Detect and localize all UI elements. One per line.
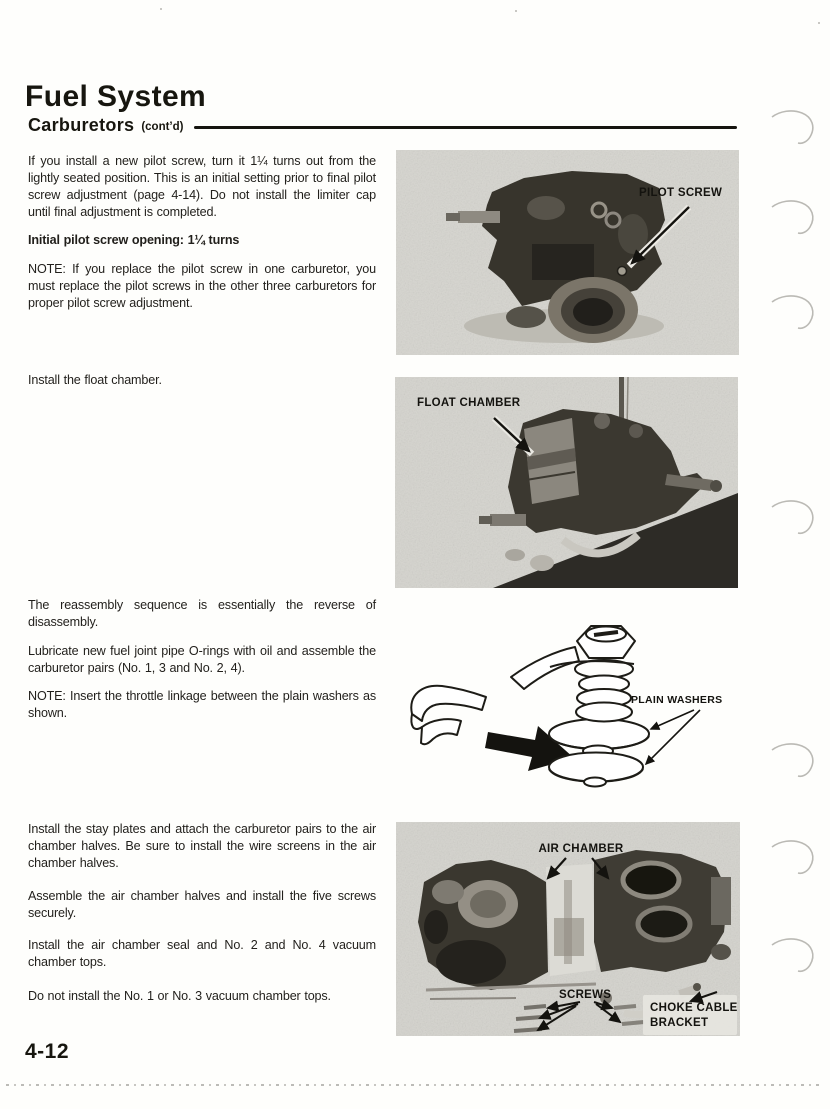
scan-speck	[818, 22, 820, 24]
choke-cable-bracket-label-line1: CHOKE CABLE	[650, 1002, 738, 1014]
paragraph-lubricate-orings: Lubricate new fuel joint pipe O-rings with oil and assemble the carburetor pairs (No. 1, 3 and No. 2, 4).	[28, 644, 376, 675]
note-throttle-linkage: NOTE: Insert the throttle linkage between the plain washers as shown.	[28, 689, 376, 720]
scan-speck	[160, 8, 162, 10]
air-chamber-photo-illustration	[396, 822, 740, 1036]
page-title: Fuel System	[25, 80, 207, 113]
float-chamber-label: FLOAT CHAMBER	[417, 397, 521, 409]
float-chamber-photo-illustration	[395, 377, 738, 588]
page-number: 4-12	[25, 1040, 70, 1063]
note-pilot-screw: NOTE: If you replace the pilot screw in one carburetor, you must replace the pilot screws in the other three carburetors for proper pilot screw adjustment.	[28, 262, 376, 310]
figure-float-chamber-photo	[395, 377, 738, 588]
throttle-linkage-fork	[411, 686, 486, 744]
choke-cable-bracket-label-line2: BRACKET	[650, 1017, 709, 1029]
paragraph-reassembly: The reassembly sequence is essentially the reverse of disassembly.	[28, 598, 376, 629]
paragraph-do-not-install-tops: Do not install the No. 1 or No. 3 vacuum chamber tops.	[28, 989, 331, 1003]
section-rule	[194, 126, 737, 129]
paragraph-pilot-screw: If you install a new pilot screw, turn it 1¼ turns out from the lightly seated position. This is an initial setting prior to final pilot screw adjustment (page 4-14). Do not install the limiter cap until final adjustment is completed.	[28, 154, 376, 219]
pilot-screw-label: PILOT SCREW	[639, 187, 723, 199]
paragraph-stay-plates: Install the stay plates and attach the carburetor pairs to the air chamber halves. Be sure to install the wire screens in the air chamber halves.	[28, 822, 376, 870]
scan-speck	[515, 10, 517, 12]
figure-pilot-screw-photo	[396, 150, 739, 355]
scan-edge-dotted-line	[6, 1084, 824, 1086]
paragraph-assemble-air-chamber: Assemble the air chamber halves and install the five screws securely.	[28, 889, 376, 920]
plain-washers-callout-arrow-icons	[646, 710, 700, 764]
figure-plain-washers-diagram	[398, 617, 740, 793]
choke-label-backing	[643, 995, 737, 1035]
plain-washers-label: PLAIN WASHERS	[631, 694, 723, 706]
section-header	[28, 113, 737, 137]
figure-air-chamber-photo	[396, 822, 740, 1036]
spec-initial-pilot-screw-opening: Initial pilot screw opening: 1¼ turns	[28, 233, 240, 247]
screws-label: SCREWS	[559, 989, 612, 1001]
paragraph-vacuum-chamber-tops: Install the air chamber seal and No. 2 and No. 4 vacuum chamber tops.	[28, 938, 376, 969]
section-contd-tag: (cont’d)	[141, 120, 184, 133]
air-chamber-label: AIR CHAMBER	[538, 843, 624, 855]
paragraph-install-float-chamber: Install the float chamber.	[28, 373, 162, 387]
plain-washers-illustration	[398, 617, 740, 793]
binding-curl-marks	[768, 95, 826, 985]
section-title: Carburetors	[28, 114, 135, 135]
pilot-screw-photo-illustration	[396, 150, 739, 355]
